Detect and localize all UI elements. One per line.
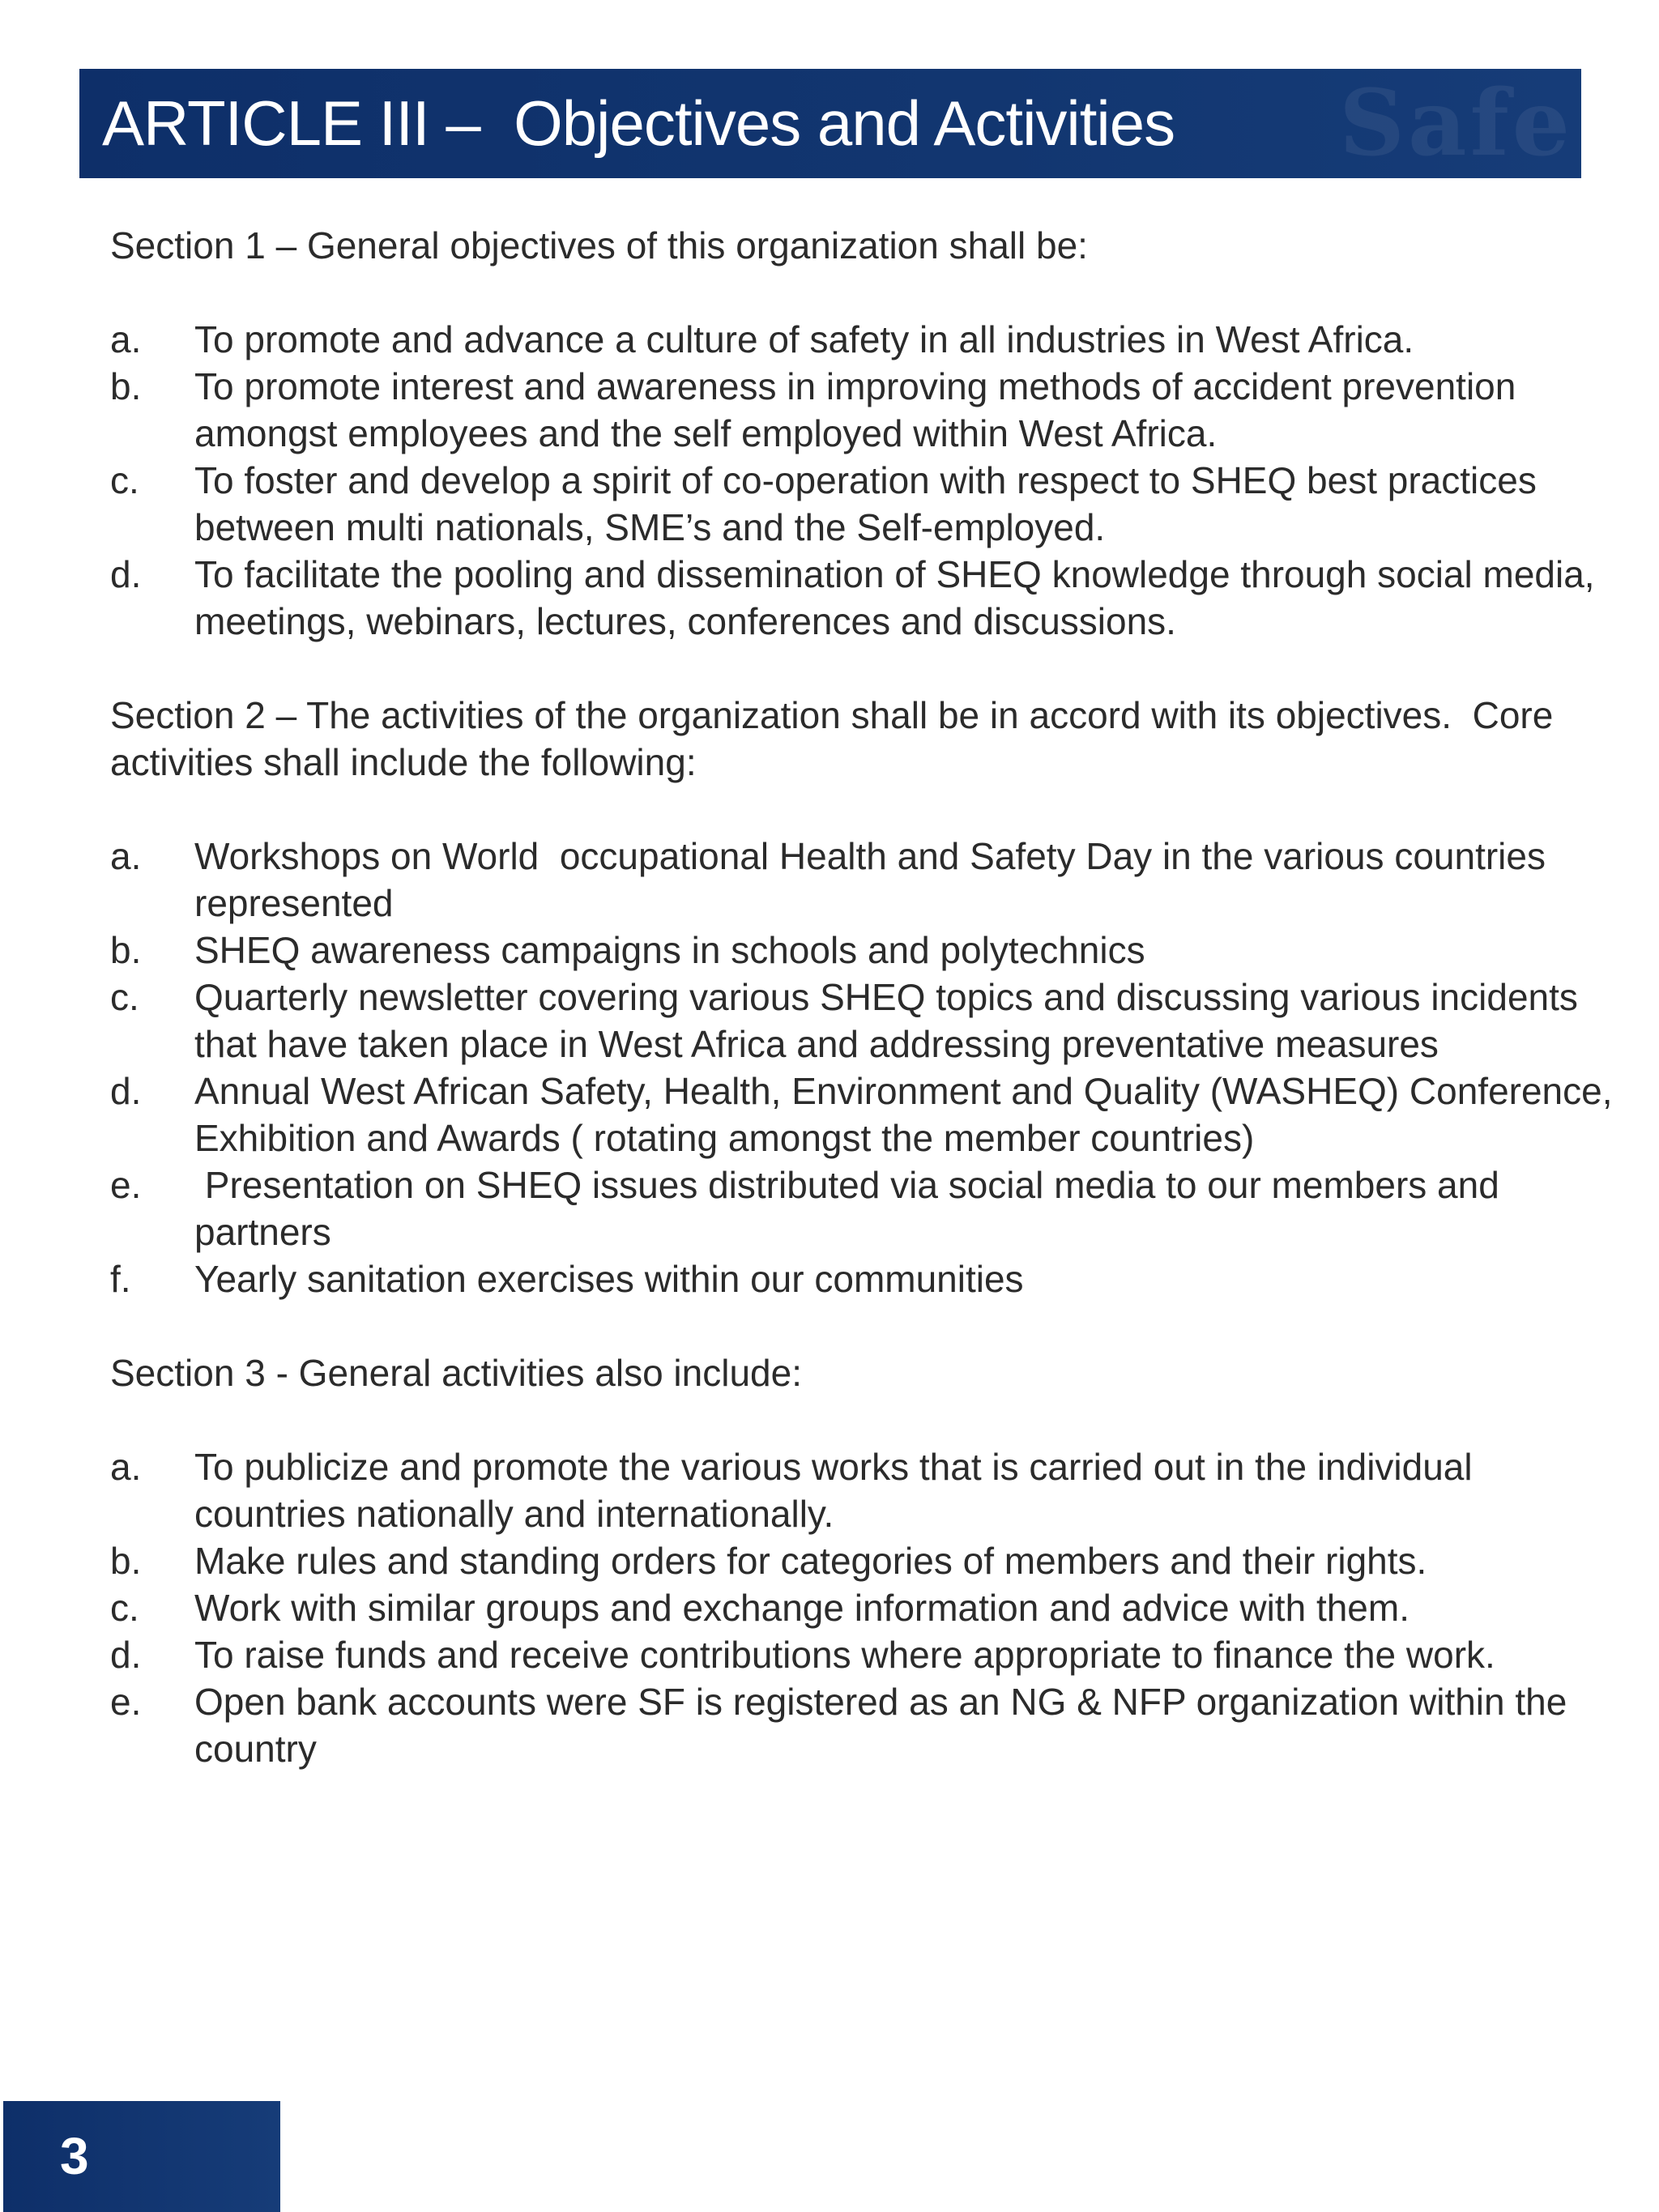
list-item: [110, 551, 1633, 645]
list-item: [110, 1631, 1633, 1678]
item-letter: c.: [110, 459, 139, 501]
item-text: Yearly sanitation exercises within our communities: [194, 1258, 1024, 1300]
header-banner: [79, 69, 1581, 178]
list-item: [110, 1678, 1633, 1772]
section-3-list: [110, 1443, 1633, 1772]
item-letter: a.: [110, 1446, 142, 1488]
page-number-badge: [3, 2101, 280, 2212]
item-text: Workshops on World occupational Health and Safety Day in the various countries represented: [194, 835, 1556, 924]
item-text: Presentation on SHEQ issues distributed via social media to our members and partners: [194, 1164, 1510, 1253]
section-3-intro: Section 3 - General activities also include:: [110, 1352, 802, 1394]
item-letter: c.: [110, 976, 139, 1018]
item-text: Quarterly newsletter covering various SHEQ topics and discussing various incidents that have taken place in West Africa and addressing preventative measures: [194, 976, 1589, 1065]
section-1-list: [110, 316, 1633, 645]
item-letter: d.: [110, 1634, 142, 1676]
list-item: [110, 457, 1633, 551]
list-item: [110, 1161, 1633, 1255]
list-item: [110, 1068, 1633, 1161]
item-letter: e.: [110, 1164, 142, 1206]
item-letter: e.: [110, 1681, 142, 1723]
item-letter: d.: [110, 1070, 142, 1112]
item-letter: c.: [110, 1587, 139, 1629]
document-body: [110, 222, 1633, 1819]
section-2-list: [110, 833, 1633, 1302]
item-text: Open bank accounts were SF is registered as an NG & NFP organization within the country: [194, 1681, 1578, 1770]
item-letter: b.: [110, 365, 142, 407]
item-letter: d.: [110, 553, 142, 595]
item-letter: b.: [110, 1540, 142, 1582]
item-letter: b.: [110, 929, 142, 971]
list-item: [110, 927, 1633, 974]
list-item: [110, 316, 1633, 363]
item-text: To promote and advance a culture of safety in all industries in West Africa.: [194, 318, 1414, 360]
header-watermark: Safe: [1339, 70, 1573, 177]
list-item: [110, 1443, 1633, 1537]
item-letter: f.: [110, 1258, 131, 1300]
list-item: [110, 1537, 1633, 1584]
item-text: To publicize and promote the various works that is carried out in the individual countries nationally and internationally.: [194, 1446, 1483, 1535]
item-text: Annual West African Safety, Health, Environment and Quality (WASHEQ) Conference, Exhibition and Awards ( rotating amongst the member countries): [194, 1070, 1623, 1159]
item-text: To raise funds and receive contributions where appropriate to finance the work.: [194, 1634, 1495, 1676]
item-text: Make rules and standing orders for categories of members and their rights.: [194, 1540, 1427, 1582]
item-text: To facilitate the pooling and dissemination of SHEQ knowledge through social media, meetings, webinars, lectures, conferences and discussions.: [194, 553, 1606, 642]
page-title: ARTICLE III – Objectives and Activities: [102, 87, 1175, 159]
item-text: To promote interest and awareness in improving methods of accident prevention amongst employees and the self employed within West Africa.: [194, 365, 1527, 454]
list-item: [110, 1255, 1633, 1302]
item-letter: a.: [110, 318, 142, 360]
section-1-intro: Section 1 – General objectives of this organization shall be:: [110, 224, 1088, 266]
list-item: [110, 1584, 1633, 1631]
section-2-intro: Section 2 – The activities of the organization shall be in accord with its objectives. Core activities shall include the following:: [110, 694, 1564, 783]
page-number: 3: [60, 2127, 89, 2185]
list-item: [110, 974, 1633, 1068]
list-item: [110, 833, 1633, 927]
item-text: To foster and develop a spirit of co-operation with respect to SHEQ best practices between multi nationals, SME’s and the Self-employed.: [194, 459, 1547, 548]
list-item: [110, 363, 1633, 457]
item-text: Work with similar groups and exchange information and advice with them.: [194, 1587, 1410, 1629]
item-text: SHEQ awareness campaigns in schools and polytechnics: [194, 929, 1145, 971]
item-letter: a.: [110, 835, 142, 877]
